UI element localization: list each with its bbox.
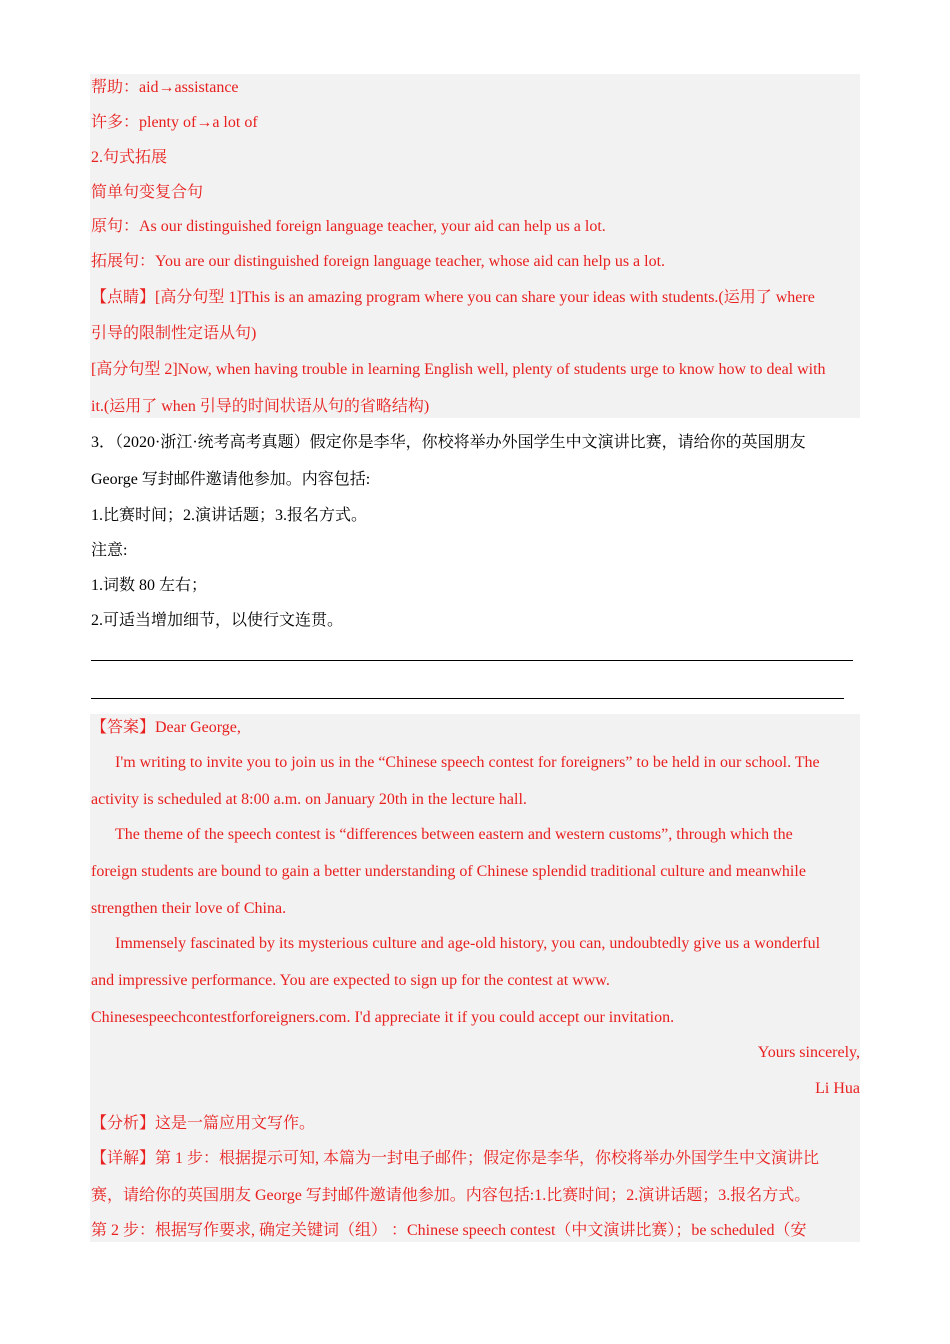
answer-paragraph-1-cont: activity is scheduled at 8:00 a.m. on January 20th in the lecture hall. bbox=[91, 791, 527, 808]
question-note-1: 1.词数 80 左右； bbox=[91, 577, 208, 594]
vocab-aid-line: 帮助：aid→assistance bbox=[91, 79, 239, 96]
analysis-line: 【分析】这是一篇应用文写作。 bbox=[91, 1115, 316, 1132]
expanded-sentence: 拓展句：You are our distinguished foreign language teacher, whose aid can help us a lot. bbox=[91, 253, 666, 270]
vocab-plenty-line: 许多：plenty of→a lot of bbox=[91, 114, 258, 131]
question-stem: 3．（2020·浙江·统考高考真题）假定你是李华，你校将举办外国学生中文演讲比赛，请给你的英国朋友 bbox=[91, 434, 806, 451]
highlight-pattern-1-cont: 引导的限制性定语从句) bbox=[91, 325, 257, 342]
question-stem-cont: George 写封邮件邀请他参加。内容包括: bbox=[91, 471, 371, 488]
answer-paragraph-2-cont: foreign students are bound to gain a better understanding of Chinese splendid traditional culture and meanwhile bbox=[91, 863, 806, 880]
simple-to-complex-heading: 简单句变复合句 bbox=[91, 184, 204, 201]
answer-paragraph-3-cont: and impressive performance. You are expected to sign up for the contest at www. bbox=[91, 972, 610, 989]
answer-paragraph-2-end: strengthen their love of China. bbox=[91, 900, 287, 917]
answer-paragraph-2: The theme of the speech contest is “differences between eastern and western customs”, through which the bbox=[115, 826, 793, 843]
answer-closing: Yours sincerely, bbox=[757, 1044, 860, 1061]
original-sentence: 原句：As our distinguished foreign language teacher, your aid can help us a lot. bbox=[91, 218, 606, 235]
question-content-points: 1.比赛时间；2.演讲话题；3.报名方式。 bbox=[91, 507, 368, 524]
answer-paragraph-1: I'm writing to invite you to join us in the “Chinese speech contest for foreigners” to be held in our school. The bbox=[115, 754, 820, 771]
question-notes-heading: 注意: bbox=[91, 542, 128, 559]
answer-signature: Li Hua bbox=[815, 1080, 860, 1097]
detail-step-2: 第 2 步：根据写作要求, 确定关键词（组） ：Chinese speech contest（中文演讲比赛）；be scheduled（安 bbox=[91, 1222, 807, 1239]
writing-line-1 bbox=[91, 660, 853, 661]
writing-line-2 bbox=[91, 698, 844, 699]
detail-step-1: 【详解】第 1 步：根据提示可知, 本篇为一封电子邮件；假定你是李华，你校将举办外国学生中文演讲比 bbox=[91, 1150, 820, 1167]
detail-step-1-cont: 赛，请给你的英国朋友 George 写封邮件邀请他参加。内容包括:1.比赛时间；2.演讲话题；3.报名方式。 bbox=[91, 1187, 811, 1204]
highlight-pattern-2: [高分句型 2]Now, when having trouble in learning English well, plenty of students urge to know how to deal with bbox=[91, 361, 826, 378]
sentence-expansion-heading: 2.句式拓展 bbox=[91, 149, 168, 166]
answer-paragraph-3-end: Chinesespeechcontestforforeigners.com. I'd appreciate it if you could accept our invitation. bbox=[91, 1009, 675, 1026]
answer-paragraph-3: Immensely fascinated by its mysterious culture and age-old history, you can, undoubtedly give us a wonderful bbox=[115, 935, 821, 952]
answer-salutation: 【答案】Dear George, bbox=[91, 719, 241, 736]
highlight-pattern-1: 【点睛】[高分句型 1]This is an amazing program where you can share your ideas with students.(运用了 where bbox=[91, 289, 815, 306]
question-note-2: 2.可适当增加细节，以使行文连贯。 bbox=[91, 612, 344, 629]
highlight-pattern-2-cont: it.(运用了 when 引导的时间状语从句的省略结构) bbox=[91, 398, 430, 415]
